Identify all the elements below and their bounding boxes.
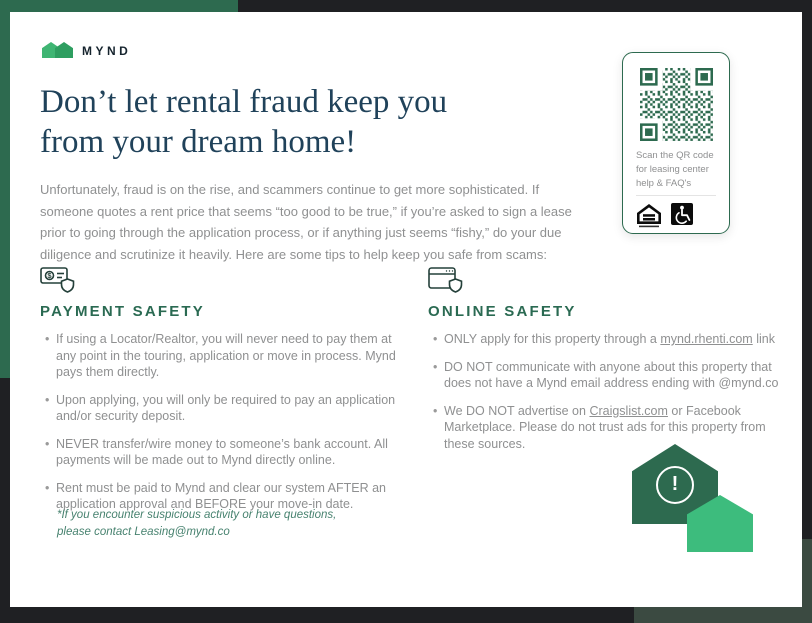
list-item: • If using a Locator/Realtor, you will never need to pay them at any point in the touring, application or move in process. Mynd pays them directly. [56, 331, 404, 381]
bullet-text: or Facebook Marketplace. Please do not trust ads for this property from these sources. [444, 403, 766, 451]
compliance-icons [636, 203, 693, 230]
bottom-right-muted-accent [634, 605, 812, 623]
online-safety-heading: ONLINE SAFETY [428, 303, 577, 320]
payment-safety-list [40, 331, 404, 513]
online-safety-section [428, 266, 786, 463]
mynd-logo [42, 40, 131, 61]
qr-caption: Scan the QR code for leasing center help & FAQ's [636, 150, 714, 189]
mynd-logo-icon [42, 40, 74, 61]
accessibility-icon [671, 203, 693, 225]
equal-housing-icon [636, 203, 662, 230]
list-item [444, 331, 786, 348]
browser-shield-icon [428, 266, 786, 296]
footnote [57, 507, 336, 541]
bullet-text: link [752, 332, 775, 346]
list-item: • NEVER transfer/wire money to someone’s bank account. All payments will be made out to Mynd directly online. [56, 436, 404, 469]
online-safety-list [428, 331, 786, 452]
page-title [40, 82, 447, 162]
list-item: • Upon applying, you will only be required to pay an application and/or security deposit. [56, 392, 404, 425]
alert-exclamation-icon: ! [656, 466, 694, 504]
list-item [444, 359, 786, 392]
brand-name: MYND [82, 43, 132, 58]
footnote-line1: *If you encounter suspicious activity or have questions, [57, 509, 337, 521]
right-muted-accent [802, 539, 812, 623]
bullet-text: DO NOT communicate with anyone about this property that does not have a Mynd email address ending with @mynd.co [444, 359, 779, 390]
link-craigslist[interactable]: Craigslist.com [589, 403, 668, 418]
list-item [444, 403, 786, 453]
payment-safety-heading: PAYMENT SAFETY [40, 303, 205, 320]
page-title-line2: from your dream home! [40, 124, 357, 160]
logo-house-shape-right [55, 42, 73, 58]
dollar-bill-shield-icon [40, 266, 404, 296]
payment-safety-section [40, 266, 404, 524]
qr-code [640, 68, 713, 141]
footnote-line2: please contact Leasing@mynd.co [57, 526, 230, 538]
svg-text:$: $ [47, 271, 52, 281]
bullet-text: We DO NOT advertise on [444, 403, 590, 418]
link-mynd-rhenti[interactable]: mynd.rhenti.com [660, 332, 753, 346]
page-title-line1: Don’t let rental fraud keep you [40, 84, 448, 120]
qr-card [622, 52, 730, 234]
list-item: • Rent must be paid to Mynd and clear our system AFTER an application approval and BEFORE your move-in date. [56, 480, 404, 513]
divider [636, 195, 716, 196]
intro-paragraph: Unfortunately, fraud is on the rise, and scammers continue to get more sophisticated. If someone quotes a rent price that seems “too good to be true,” if you’re asked to sign a lease prior to going through the application process, or if anything just seems “fishy,” do your due diligence and scrutinize it heavily. Here are some tips to help keep you safe from scams: [40, 182, 572, 262]
bullet-text: ONLY apply for this property through a [444, 332, 661, 346]
